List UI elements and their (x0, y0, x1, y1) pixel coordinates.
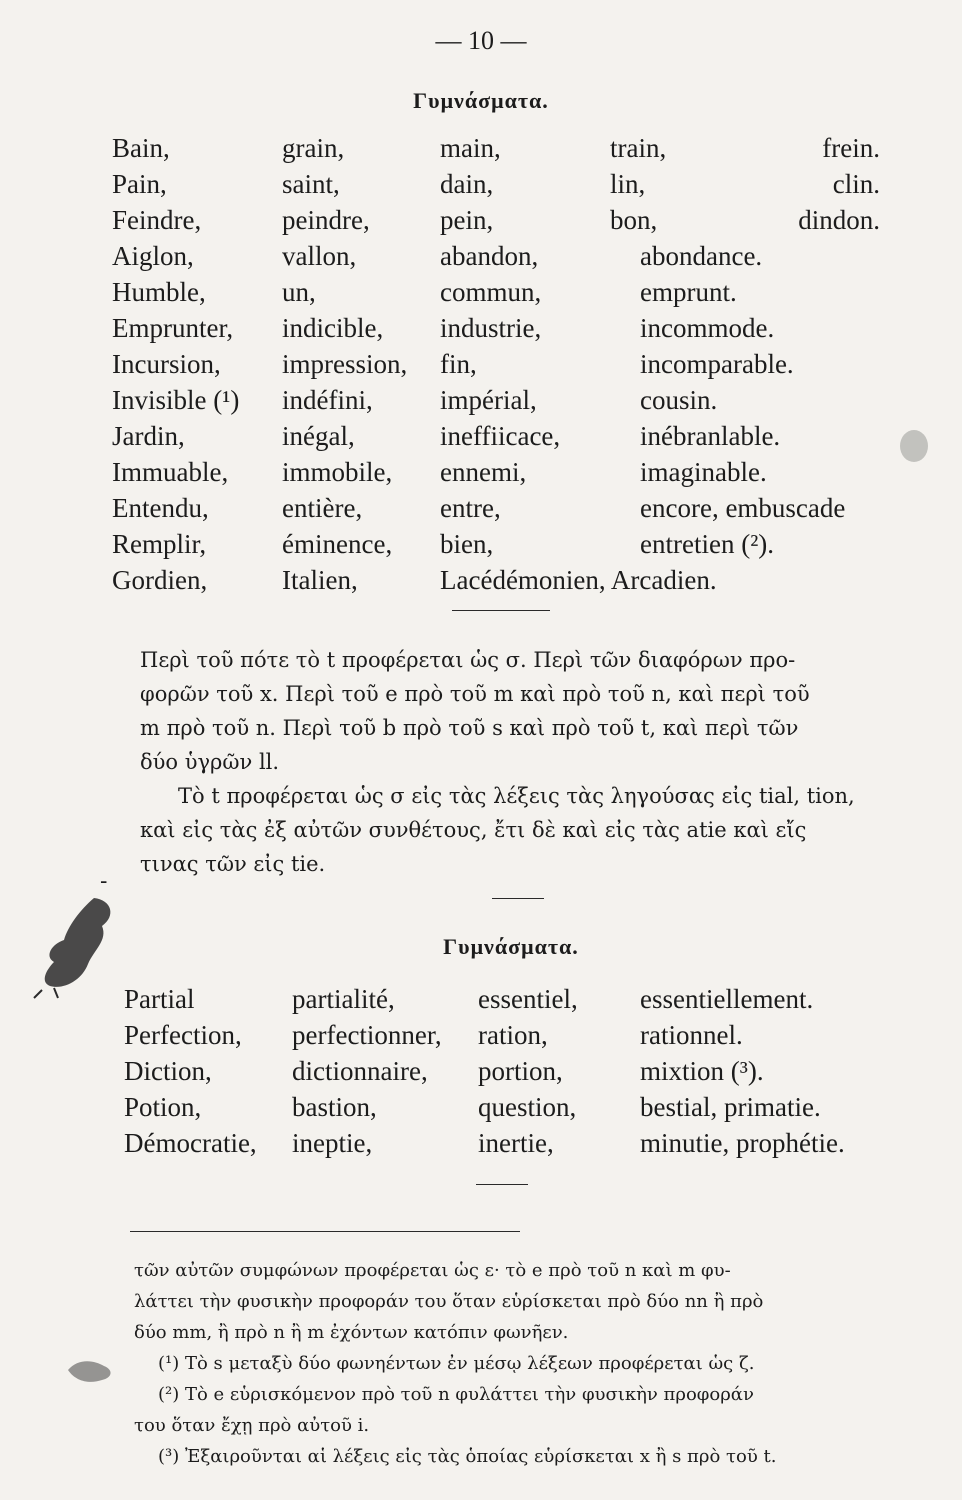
word-cell: grain, (282, 133, 345, 163)
footnote-1: (¹) Τὸ s μεταξὺ δύο φωνηέντων ἐν μέσῳ λέξεων προφέρεται ὡς ζ. (158, 1353, 755, 1374)
word-cell: commun, (440, 277, 542, 307)
word-cell: inégal, (282, 421, 355, 451)
table-row (112, 562, 962, 598)
word-cell: dain, (440, 169, 494, 199)
table-row (112, 274, 962, 310)
table-row (112, 238, 962, 274)
paragraph-line: καὶ εἰς τὰς ἐξ αὐτῶν συνθέτους, ἔτι δὲ καὶ εἰς τὰς atie καὶ εἴς (140, 818, 807, 842)
word-cell: dictionnaire, (292, 1056, 428, 1086)
word-cell: incommode. (640, 313, 775, 343)
exercise-heading-2: Γυμνάσματα. (443, 934, 579, 959)
word-cell: entre, (440, 493, 501, 523)
footnotes (134, 1255, 776, 1472)
word-cell: minutie, prophétie. (640, 1128, 845, 1158)
table-row (112, 418, 962, 454)
ink-smudge-graphic (64, 1352, 118, 1386)
word-cell: mixtion (³). (640, 1056, 764, 1086)
word-cell: partialité, (292, 984, 395, 1014)
word-cell: un, (282, 277, 316, 307)
table-row (124, 1053, 890, 1089)
word-cell: question, (478, 1092, 577, 1122)
table-row (112, 526, 962, 562)
word-cell: Remplir, (112, 529, 207, 559)
footnote-2: (²) Τὸ e εὑρισκόμενον πρὸ τοῦ n φυλάττει τὴν φυσικὴν προφοράν (158, 1384, 754, 1405)
word-cell: emprunt. (640, 277, 737, 307)
word-cell: Invisible (¹) (112, 385, 240, 415)
word-cell: industrie, (440, 313, 542, 343)
word-cell: vallon, (282, 241, 357, 271)
table-row (124, 1017, 890, 1053)
word-cell: inébranlable. (640, 421, 781, 451)
word-cell: inertie, (478, 1128, 554, 1158)
word-cell: saint, (282, 169, 340, 199)
word-cell: cousin. (640, 385, 718, 415)
word-cell: bestial, primatie. (640, 1092, 821, 1122)
paragraph-line: m πρὸ τοῦ n. Περὶ τοῦ b πρὸ τοῦ s καὶ πρὸ τοῦ t, καὶ περὶ τῶν (140, 716, 799, 740)
word-cell: ineptie, (292, 1128, 373, 1158)
word-cell: portion, (478, 1056, 563, 1086)
margin-dash: - (100, 869, 108, 894)
word-cell: ineffiicace, (440, 421, 561, 451)
word-cell: entretien (²). (640, 529, 775, 559)
table-row (112, 382, 962, 418)
word-cell: indéfini, (282, 385, 373, 415)
word-cell: Gordien, (112, 565, 208, 595)
ink-stain-graphic (24, 890, 120, 1000)
section-rule-small-2 (476, 1184, 528, 1185)
footnote-line: λάττει τὴν φυσικὴν προφοράν του ὅταν εὑρίσκεται πρὸ δύο nn ἢ πρὸ (134, 1291, 764, 1312)
table-row (112, 130, 962, 166)
word-cell (610, 274, 640, 310)
table-row (112, 202, 962, 238)
word-cell (850, 562, 962, 598)
rules-paragraph (140, 643, 855, 881)
word-cell: ennemi, (440, 457, 527, 487)
word-cell (610, 238, 640, 274)
word-cell: essentiellement. (640, 984, 814, 1014)
word-cell: indicible, (282, 313, 384, 343)
word-cell: clin. (832, 169, 880, 199)
word-cell (610, 310, 640, 346)
word-cell: ration, (478, 1020, 548, 1050)
table-row (124, 1125, 890, 1161)
word-cell: Pain, (112, 169, 167, 199)
word-cell: lin, (610, 169, 646, 199)
word-cell: impression, (282, 349, 408, 379)
word-cell: abandon, (440, 241, 539, 271)
word-cell: Diction, (124, 1056, 212, 1086)
word-cell: bon, (610, 205, 658, 235)
word-cell (610, 346, 640, 382)
word-cell: dindon. (798, 205, 880, 235)
word-cell (610, 526, 640, 562)
paragraph-line: Τὸ t προφέρεται ὡς σ εἰς τὰς λέξεις τὰς ληγούσας εἰς tial, tion, (178, 784, 855, 808)
word-cell: Immuable, (112, 457, 229, 487)
paragraph-line: δύο ὑγρῶν ll. (140, 750, 280, 774)
word-cell: Démocratie, (124, 1128, 257, 1158)
word-cell: Entendu, (112, 493, 209, 523)
word-cell: Perfection, (124, 1020, 242, 1050)
word-cell: fin, (440, 349, 477, 379)
table-row (112, 346, 962, 382)
page-number: — 10 — (435, 26, 527, 55)
exercise-2-table (124, 981, 890, 1161)
footnote-line: τῶν αὐτῶν συμφώνων προφέρεται ὡς ε· τὸ e πρὸ τοῦ n καὶ m φυ- (134, 1260, 731, 1281)
word-cell: Incursion, (112, 349, 221, 379)
word-cell (610, 454, 640, 490)
word-cell: main, (440, 133, 501, 163)
word-cell: Potion, (124, 1092, 202, 1122)
word-cell: Jardin, (112, 421, 185, 451)
word-cell: Lacédémonien, Arcadien. (440, 565, 717, 595)
section-rule-small (492, 898, 544, 899)
table-row (112, 454, 962, 490)
word-cell: imaginable. (640, 457, 767, 487)
word-cell: bien, (440, 529, 494, 559)
word-cell: abondance. (640, 241, 763, 271)
word-cell: essentiel, (478, 984, 578, 1014)
footnote-line: του ὅταν ἔχῃ πρὸ αὐτοῦ i. (134, 1415, 370, 1436)
table-row (112, 310, 962, 346)
word-cell (820, 562, 850, 598)
word-cell: bastion, (292, 1092, 377, 1122)
word-cell: encore, embuscade (640, 493, 846, 523)
stain-mark-graphic (896, 426, 932, 466)
footnote-3: (³) Ἐξαιροῦνται αἱ λέξεις εἰς τὰς ὁποίας εὑρίσκεται x ἢ s πρὸ τοῦ t. (158, 1446, 777, 1467)
word-cell: Partial (124, 984, 195, 1014)
section-rule (452, 610, 550, 611)
footnote-line: δύο mm, ἢ πρὸ n ἢ m ἐχόντων κατόπιν φωνῆεν. (134, 1322, 569, 1343)
table-row (124, 981, 890, 1017)
table-row (112, 490, 962, 526)
word-cell: Emprunter, (112, 313, 234, 343)
exercise-1-table (112, 130, 962, 598)
word-cell: éminence, (282, 529, 393, 559)
word-cell: rationnel. (640, 1020, 743, 1050)
table-row (124, 1089, 890, 1125)
word-cell: impérial, (440, 385, 537, 415)
word-cell: perfectionner, (292, 1020, 442, 1050)
word-cell: peindre, (282, 205, 370, 235)
word-cell: incomparable. (640, 349, 794, 379)
footnote-rule (130, 1231, 520, 1232)
word-cell: pein, (440, 205, 494, 235)
paragraph-line: τινας τῶν εἰς tie. (140, 852, 326, 876)
word-cell: entière, (282, 493, 363, 523)
paragraph-line: Περὶ τοῦ πότε τὸ t προφέρεται ὡς σ. Περὶ τῶν διαφόρων προ- (140, 648, 796, 672)
table-row (112, 166, 962, 202)
word-cell: Italien, (282, 565, 358, 595)
word-cell (610, 490, 640, 526)
paragraph-line: φορῶν τοῦ x. Περὶ τοῦ e πρὸ τοῦ m καὶ πρὸ τοῦ n, καὶ περὶ τοῦ (140, 682, 810, 706)
word-cell: Aiglon, (112, 241, 194, 271)
word-cell: train, (610, 133, 667, 163)
exercise-heading-1: Γυμνάσματα. (413, 88, 549, 113)
word-cell (610, 382, 640, 418)
word-cell (610, 418, 640, 454)
word-cell: Bain, (112, 133, 170, 163)
word-cell: Humble, (112, 277, 206, 307)
word-cell: immobile, (282, 457, 393, 487)
word-cell: frein. (822, 133, 880, 163)
word-cell: Feindre, (112, 205, 202, 235)
